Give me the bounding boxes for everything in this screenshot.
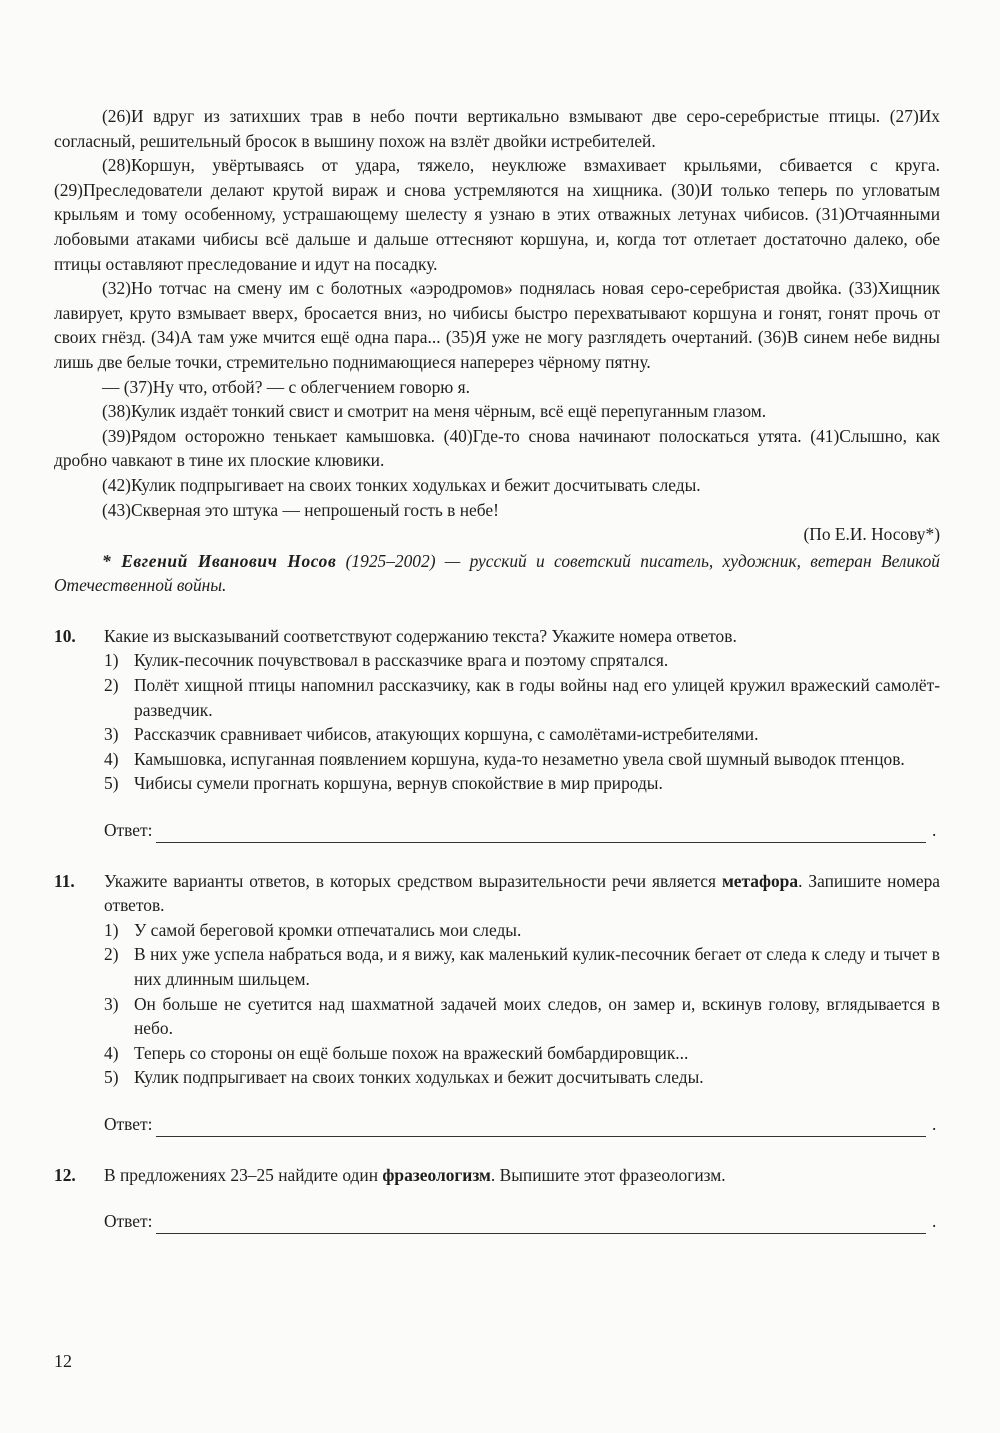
task-prompt — [104, 624, 940, 649]
option-number: 5) — [104, 1067, 119, 1088]
task-options — [104, 648, 940, 796]
author-footnote — [54, 549, 940, 598]
task-option — [104, 771, 940, 796]
answer-period: . — [932, 820, 937, 841]
task-prompt — [104, 1163, 940, 1188]
story-paragraph: (43)Скверная это штука — непрошеный гость в небе! — [102, 499, 499, 520]
task-option — [104, 1065, 940, 1090]
story-paragraph: (39)Рядом осторожно тенькает камышовка. (40)Где-то снова начинают полоскаться утята. (41)Слышно, как дробно чавкают в тине их плоские клювики. — [54, 425, 940, 471]
story-paragraph: (28)Коршун, увёртываясь от удара, тяжело, неуклюже взмахивает крыльями, сбивается с круга. (29)Преследователи делают крутой вираж и снова устремляются на хищника. (30)И только теперь по угловатым крыльям и тому особенному, устрашающему шелесту я узнаю в этих отважных летунах чибисов. (31)Отчаянными лобовыми атаками чибисы всё дальше и дальше оттесняют коршуна, и, когда тот отлетает достаточно далеко, обе птицы оставляют преследование и идут на посадку. — [54, 155, 940, 274]
page-number: 12 — [54, 1351, 72, 1371]
option-number: 1) — [104, 650, 119, 671]
option-number: 1) — [104, 919, 119, 940]
task-option — [104, 992, 940, 1041]
answer-label: Ответ: — [104, 1211, 153, 1232]
task-option — [104, 722, 940, 747]
task-option — [104, 747, 940, 772]
footnote-author-name: * Евгений Иванович Носов — [102, 550, 337, 571]
answer-row — [104, 818, 940, 843]
answer-field[interactable] — [156, 823, 926, 843]
option-text: У самой береговой кромки отпечатались мои следы. — [134, 919, 522, 940]
answer-row — [104, 1112, 940, 1137]
option-text: Камышовка, испуганная появлением коршуна, куда-то незаметно увела свой шумный выводок птенцов. — [134, 748, 905, 769]
answer-period: . — [932, 1211, 937, 1232]
story-attribution: (По Е.И. Носову*) — [803, 524, 940, 545]
task-option — [104, 1041, 940, 1066]
task-number: 11. — [54, 870, 75, 891]
story-paragraph: (38)Кулик издаёт тонкий свист и смотрит на меня чёрным, всё ещё перепуганным глазом. — [102, 401, 767, 422]
option-text: Полёт хищной птицы напомнил рассказчику, как в годы войны над его улицей кружил вражеский самолёт-разведчик. — [134, 675, 940, 720]
option-number: 3) — [104, 993, 119, 1014]
footnote-description: (1925–2002) — русский и советский писатель, художник, ветеран Великой Отечественной войны. — [54, 550, 940, 596]
task-prompt — [104, 869, 940, 918]
option-text: Рассказчик сравнивает чибисов, атакующих коршуна, с самолётами-истребителями. — [134, 724, 759, 745]
story-text — [54, 104, 940, 598]
task-number: 12. — [54, 1164, 76, 1185]
task-option — [104, 918, 940, 943]
option-text: Теперь со стороны он ещё больше похож на вражеский бомбардировщик... — [134, 1042, 689, 1063]
answer-row — [104, 1209, 940, 1234]
task-prompt-text: . Запишите номера ответов. — [104, 870, 940, 916]
option-number: 2) — [104, 944, 119, 965]
option-text: Кулик подпрыгивает на своих тонких ходульках и бежит досчитывать следы. — [134, 1067, 704, 1088]
answer-label: Ответ: — [104, 820, 153, 841]
option-text: Кулик-песочник почувствовал в рассказчике врага и поэтому спрятался. — [134, 650, 669, 671]
story-paragraph: (32)Но тотчас на смену им с болотных «аэродромов» поднялась новая серо-серебристая двойка. (33)Хищник лавирует, круто взмывает вверх, бросается вниз, но чибисы быстро перехватывают коршуна и гонят, гонят прочь от своих гнёзд. (34)А там уже мчится ещё одна пара... (35)Я уже не могу разглядеть очертаний. (36)В синем небе видны лишь две белые точки, стремительно поднимающиеся наперерез чёрному пятну. — [54, 278, 940, 372]
story-paragraph: (42)Кулик подпрыгивает на своих тонких ходульках и бежит досчитывать следы. — [102, 474, 701, 495]
task-prompt-text: Какие из высказываний соответствуют содержанию текста? Укажите номера ответов. — [104, 625, 737, 646]
page-content — [54, 104, 940, 1234]
story-paragraph: (26)И вдруг из затихших трав в небо почти вертикально взмывают две серо-серебристые птицы. (27)Их согласный, решительный бросок в вышину похож на взлёт двойки истребителей. — [54, 106, 940, 151]
task-10 — [54, 624, 940, 843]
task-12 — [54, 1163, 940, 1234]
task-prompt-text: . Выпишите этот фразеологизм. — [490, 1164, 726, 1185]
task-option — [104, 673, 940, 722]
answer-period: . — [932, 1113, 937, 1134]
task-prompt-text: Укажите варианты ответов, в которых средством выразительности речи является — [104, 870, 722, 891]
task-prompt-text: В предложениях 23–25 найдите один — [104, 1164, 383, 1185]
answer-field[interactable] — [156, 1117, 926, 1137]
option-number: 2) — [104, 675, 119, 696]
option-number: 3) — [104, 724, 119, 745]
task-option — [104, 942, 940, 991]
task-prompt-keyword: метафора — [721, 870, 799, 891]
task-number: 10. — [54, 625, 76, 646]
option-text: Он больше не суетится над шахматной задачей моих следов, он замер и, вскинув голову, вглядывается в небо. — [134, 993, 940, 1039]
answer-label: Ответ: — [104, 1113, 153, 1134]
option-number: 4) — [104, 1042, 119, 1063]
story-paragraph: — (37)Ну что, отбой? — с облегчением говорю я. — [102, 376, 470, 397]
option-text: В них уже успела набраться вода, и я вижу, как маленький кулик-песочник бегает от следа к следу и тычет в них длинным шильцем. — [134, 944, 940, 989]
task-11 — [54, 869, 940, 1137]
task-prompt-keyword: фразеологизм — [382, 1164, 491, 1185]
option-number: 5) — [104, 773, 119, 794]
task-option — [104, 648, 940, 673]
option-number: 4) — [104, 748, 119, 769]
option-text: Чибисы сумели прогнать коршуна, вернув спокойствие в мир природы. — [134, 773, 663, 794]
answer-field[interactable] — [156, 1214, 926, 1234]
task-options — [104, 918, 940, 1090]
